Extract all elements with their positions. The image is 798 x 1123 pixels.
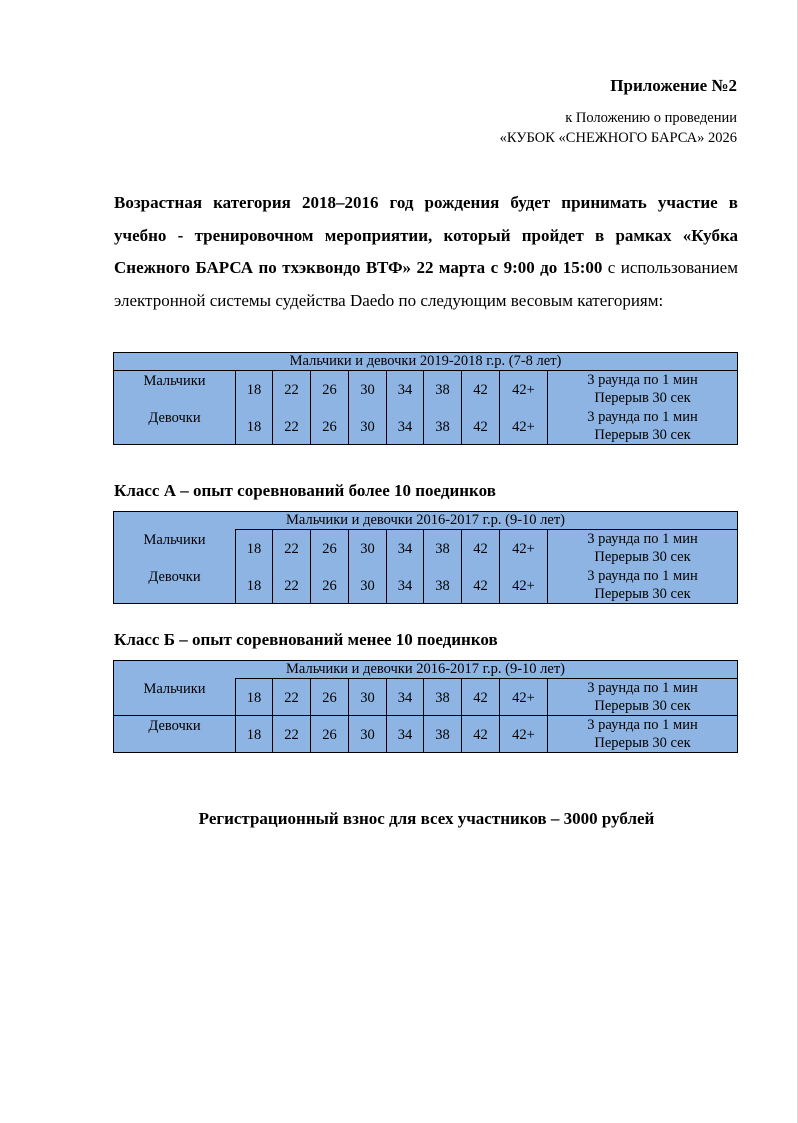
break-text: Перерыв 30 сек: [594, 698, 691, 714]
weight-cell: 38: [424, 530, 462, 567]
weight-cell: 18: [236, 716, 273, 753]
rounds-cell: [548, 567, 738, 604]
weight-cell: 22: [273, 530, 311, 567]
weight-cell: 42: [462, 716, 500, 753]
weight-cell: 38: [424, 371, 462, 408]
weight-cell: 42+: [500, 371, 548, 408]
weight-table-class-a: [113, 511, 738, 604]
appendix-subtitle-line-2: «КУБОК «СНЕЖНОГО БАРСА» 2026: [499, 130, 737, 146]
rounds-text: 3 раунда по 1 мин: [587, 531, 698, 548]
weight-cell: 22: [273, 679, 311, 716]
weight-cell: 34: [387, 530, 424, 567]
gender-cell-girls: Девочки: [114, 408, 236, 445]
weight-cell: 42+: [500, 530, 548, 567]
gender-cell-boys: Мальчики: [114, 679, 236, 716]
registration-fee: Регистрационный взнос для всех участников – 3000 рублей: [198, 809, 655, 828]
weight-table-class-b: [113, 660, 738, 753]
weight-cell: 38: [424, 567, 462, 604]
weight-cell: 18: [236, 530, 273, 567]
weight-cell: 26: [311, 371, 349, 408]
weight-cell: 30: [349, 716, 387, 753]
class-a-title: Класс А – опыт соревнований более 10 поединков: [114, 481, 496, 500]
weight-cell: 42+: [500, 567, 548, 604]
intro-paragraph: [114, 187, 738, 317]
rounds-text: 3 раунда по 1 мин: [587, 408, 698, 425]
rounds-text: 3 раунда по 1 мин: [587, 372, 698, 389]
weight-cell: 34: [387, 716, 424, 753]
gender-cell-boys: Мальчики: [114, 530, 236, 567]
weight-cell: 26: [311, 567, 349, 604]
weight-cell: 26: [311, 716, 349, 753]
weight-cell: 42+: [500, 716, 548, 753]
weight-cell: 26: [311, 679, 349, 716]
appendix-title: Приложение №2: [610, 76, 737, 95]
weight-cell: 42: [462, 567, 500, 604]
intro-bold-text: Возрастная категория 2018–2016 год рождения будет принимать участие в учебно - тренировочном мероприятии, который пройдет в рамках «Кубка Снежного БАРСА по тхэквондо ВТФ» 22 марта с 9:00 до 15:00: [114, 193, 738, 277]
weight-cell: 30: [349, 530, 387, 567]
gender-cell-girls: Девочки: [114, 716, 236, 753]
break-text: Перерыв 30 сек: [594, 735, 691, 751]
weight-cell: 42: [462, 408, 500, 445]
weight-cell: 38: [424, 716, 462, 753]
weight-cell: 30: [349, 679, 387, 716]
weight-cell: 30: [349, 408, 387, 445]
weight-cell: 22: [273, 567, 311, 604]
gender-cell-girls: Девочки: [114, 567, 236, 604]
weight-cell: 18: [236, 679, 273, 716]
weight-cell: 38: [424, 679, 462, 716]
rounds-cell: [548, 408, 738, 445]
weight-cell: 30: [349, 567, 387, 604]
weight-cell: 18: [236, 567, 273, 604]
weight-cell: 22: [273, 716, 311, 753]
appendix-subtitle-line-1: к Положению о проведении: [565, 110, 737, 126]
weight-cell: 22: [273, 371, 311, 408]
rounds-cell: [548, 530, 738, 567]
break-text: Перерыв 30 сек: [594, 549, 691, 566]
weight-cell: 22: [273, 408, 311, 445]
table-title: Мальчики и девочки 2019-2018 г.р. (7-8 лет): [114, 353, 738, 371]
class-b-title: Класс Б – опыт соревнований менее 10 поединков: [114, 630, 498, 649]
table-title: Мальчики и девочки 2016-2017 г.р. (9-10 лет): [114, 512, 738, 530]
gender-cell-boys: Мальчики: [114, 371, 236, 408]
weight-cell: 42: [462, 530, 500, 567]
weight-cell: 30: [349, 371, 387, 408]
break-text: Перерыв 30 сек: [594, 426, 691, 443]
weight-cell: 34: [387, 679, 424, 716]
break-text: Перерыв 30 сек: [594, 390, 691, 407]
weight-cell: 42+: [500, 408, 548, 445]
rounds-text: 3 раунда по 1 мин: [587, 680, 698, 696]
rounds-cell: [548, 371, 738, 408]
weight-cell: 42: [462, 679, 500, 716]
weight-cell: 42: [462, 371, 500, 408]
weight-cell: 38: [424, 408, 462, 445]
table-title: Мальчики и девочки 2016-2017 г.р. (9-10 лет): [114, 661, 738, 679]
weight-cell: 42+: [500, 679, 548, 716]
rounds-cell: [548, 679, 738, 716]
weight-cell: 34: [387, 408, 424, 445]
rounds-cell: [548, 716, 738, 753]
weight-table-7-8: [113, 352, 738, 445]
weight-cell: 18: [236, 371, 273, 408]
break-text: Перерыв 30 сек: [594, 585, 691, 602]
weight-cell: 26: [311, 530, 349, 567]
weight-cell: 26: [311, 408, 349, 445]
weight-cell: 34: [387, 567, 424, 604]
weight-cell: 34: [387, 371, 424, 408]
rounds-text: 3 раунда по 1 мин: [587, 717, 698, 733]
intro-regular-text: с использованием электронной системы судейства Daedo по следующим весовым категориям:: [114, 258, 738, 310]
weight-cell: 18: [236, 408, 273, 445]
rounds-text: 3 раунда по 1 мин: [587, 567, 698, 584]
